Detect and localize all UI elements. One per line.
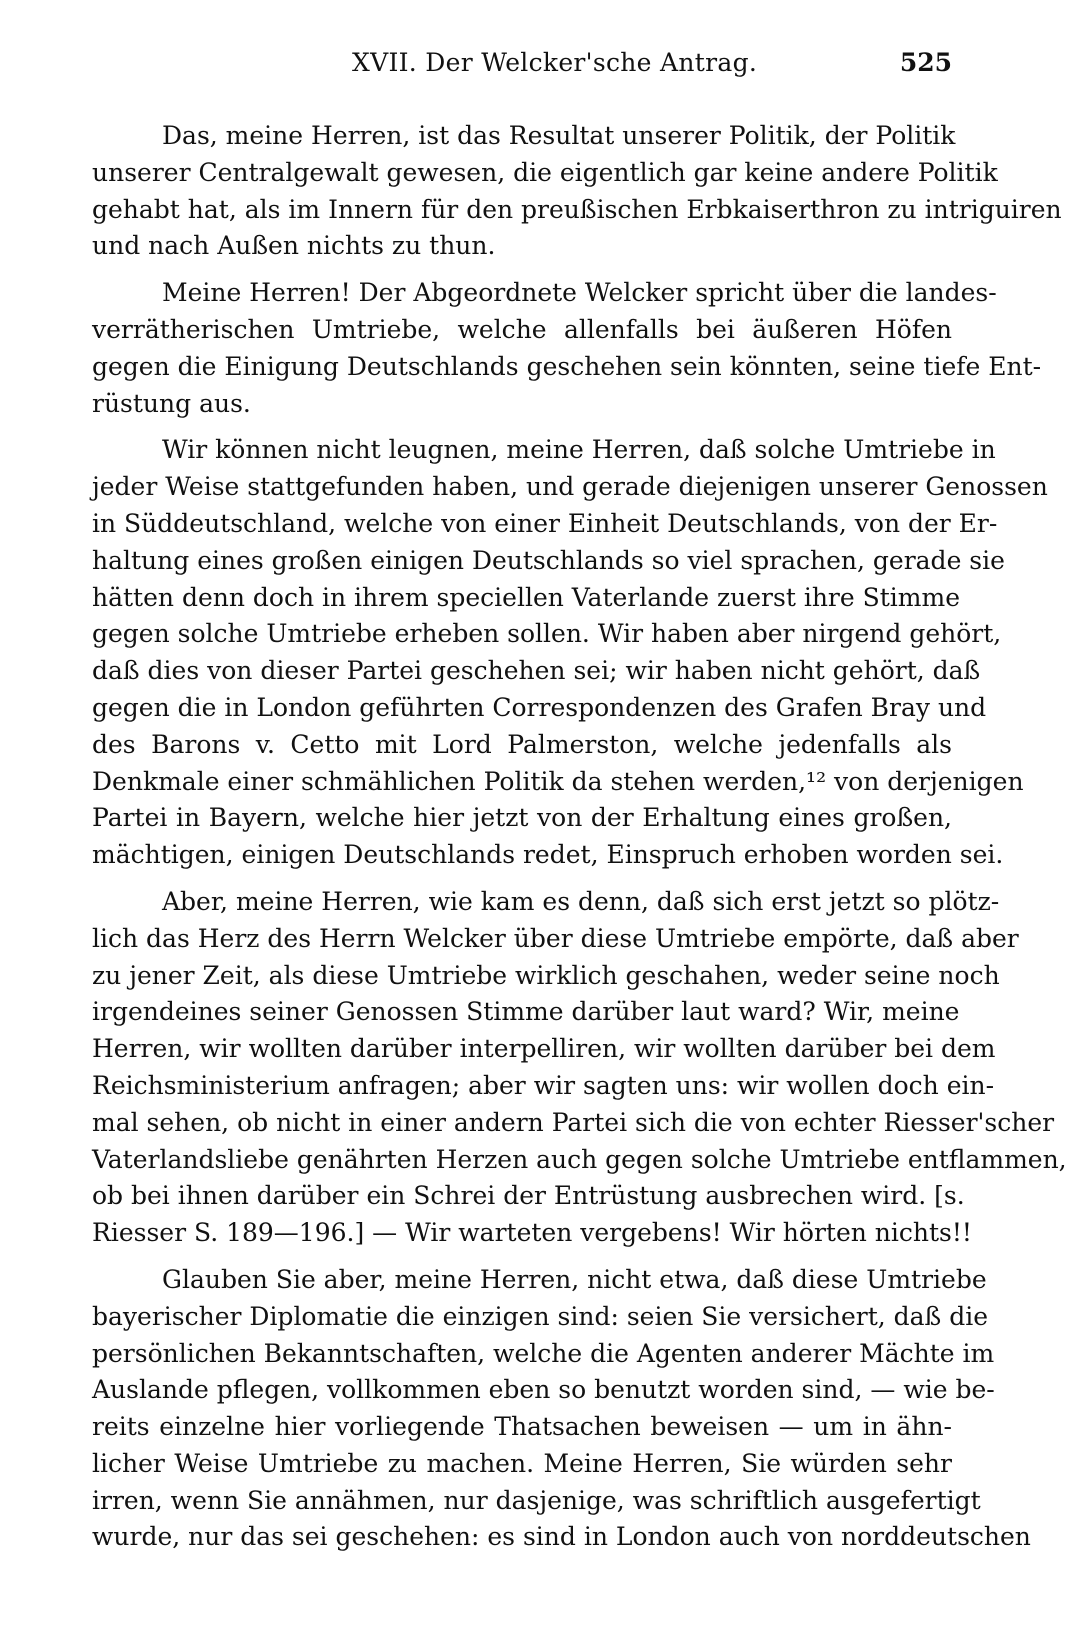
paragraph xyxy=(92,432,1048,874)
text-line: Vaterlandsliebe genährten Herzen auch gegen solche Umtriebe entflammen, xyxy=(92,1144,1067,1174)
text-line: mal sehen, ob nicht in einer andern Partei sich die von echter Riesser'scher xyxy=(92,1107,1055,1137)
text-line: lich das Herz des Herrn Welcker über diese Umtriebe empörte, daß aber xyxy=(92,923,1019,953)
text-line: zu jener Zeit, als diese Umtriebe wirklich geschahen, weder seine noch xyxy=(92,960,1000,990)
text-line: irren, wenn Sie annähmen, nur dasjenige, was schriftlich ausgefertigt xyxy=(92,1485,981,1515)
text-line: Riesser S. 189—196.] — Wir warteten vergebens! Wir hörten nichts!! xyxy=(92,1218,972,1248)
text-line: Denkmale einer schmählichen Politik da stehen werden,¹² von derjenigen xyxy=(92,766,1024,796)
text-line: rüstung aus. xyxy=(92,388,251,418)
text-line: daß dies von dieser Partei geschehen sei; wir haben nicht gehört, daß xyxy=(92,656,981,686)
text-line: Das, meine Herren, ist das Resultat unserer Politik, der Politik xyxy=(162,121,956,150)
paragraph xyxy=(92,275,1042,422)
text-line: in Süddeutschland, welche von einer Einheit Deutschlands, von der Er- xyxy=(92,508,998,538)
text-line: ob bei ihnen darüber ein Schrei der Entrüstung ausbrechen wird. [s. xyxy=(92,1181,965,1211)
text-line: bayerischer Diplomatie die einzigen sind: seien Sie versichert, daß die xyxy=(92,1301,988,1331)
text-line: mächtigen, einigen Deutschlands redet, Einspruch erhoben worden sei. xyxy=(92,840,1004,870)
page-number: 525 xyxy=(899,48,952,77)
text-line: Reichsministerium anfragen; aber wir sagten uns: wir wollen doch ein- xyxy=(92,1070,995,1100)
text-line: Meine Herren! Der Abgeordnete Welcker spricht über die landes- xyxy=(162,278,997,308)
text-line: verrätherischen Umtriebe, welche allenfalls bei äußeren Höfen xyxy=(92,314,952,344)
text-line: Partei in Bayern, welche hier jetzt von der Erhaltung eines großen, xyxy=(92,803,952,833)
text-line: Herren, wir wollten darüber interpelliren, wir wollten darüber bei dem xyxy=(92,1034,996,1064)
body-text xyxy=(92,118,1067,1566)
text-line: gehabt hat, als im Innern für den preußischen Erbkaiserthron zu intriguiren xyxy=(92,194,1062,224)
page-header xyxy=(92,48,952,88)
text-line: licher Weise Umtriebe zu machen. Meine Herren, Sie würden sehr xyxy=(92,1448,952,1478)
text-line: und nach Außen nichts zu thun. xyxy=(92,231,496,261)
text-line: des Barons v. Cetto mit Lord Palmerston, welche jedenfalls als xyxy=(92,729,952,759)
running-head: XVII. Der Welcker'sche Antrag. xyxy=(352,48,758,77)
text-line: gegen die in London geführten Correspondenzen des Grafen Bray und xyxy=(92,692,987,722)
text-line: irgendeines seiner Genossen Stimme darüber laut ward? Wir, meine xyxy=(92,997,960,1027)
text-line: haltung eines großen einigen Deutschlands so viel sprachen, gerade sie xyxy=(92,545,1005,575)
text-line: Auslande pflegen, vollkommen eben so benutzt worden sind, — wie be- xyxy=(92,1375,995,1405)
text-line: jeder Weise stattgefunden haben, und gerade diejenigen unserer Genossen xyxy=(92,472,1048,502)
text-line: hätten denn doch in ihrem speciellen Vaterlande zuerst ihre Stimme xyxy=(92,582,960,612)
text-line: persönlichen Bekanntschaften, welche die Agenten anderer Mächte im xyxy=(92,1338,995,1368)
text-line: reits einzelne hier vorliegende Thatsachen beweisen — um in ähn- xyxy=(92,1412,952,1442)
text-line: Wir können nicht leugnen, meine Herren, daß solche Umtriebe in xyxy=(162,435,996,465)
text-line: gegen die Einigung Deutschlands geschehen sein könnten, seine tiefe Ent- xyxy=(92,351,1042,381)
paragraph xyxy=(92,1262,1031,1556)
paragraph xyxy=(92,884,1067,1252)
text-line: wurde, nur das sei geschehen: es sind in London auch von norddeutschen xyxy=(92,1522,1031,1552)
text-line: unserer Centralgewalt gewesen, die eigentlich gar keine andere Politik xyxy=(92,157,998,187)
text-line: Glauben Sie aber, meine Herren, nicht etwa, daß diese Umtriebe xyxy=(162,1264,987,1294)
text-line: gegen solche Umtriebe erheben sollen. Wir haben aber nirgend gehört, xyxy=(92,619,1002,649)
text-line: Aber, meine Herren, wie kam es denn, daß sich erst jetzt so plötz- xyxy=(162,886,1000,916)
paragraph xyxy=(92,118,1062,265)
